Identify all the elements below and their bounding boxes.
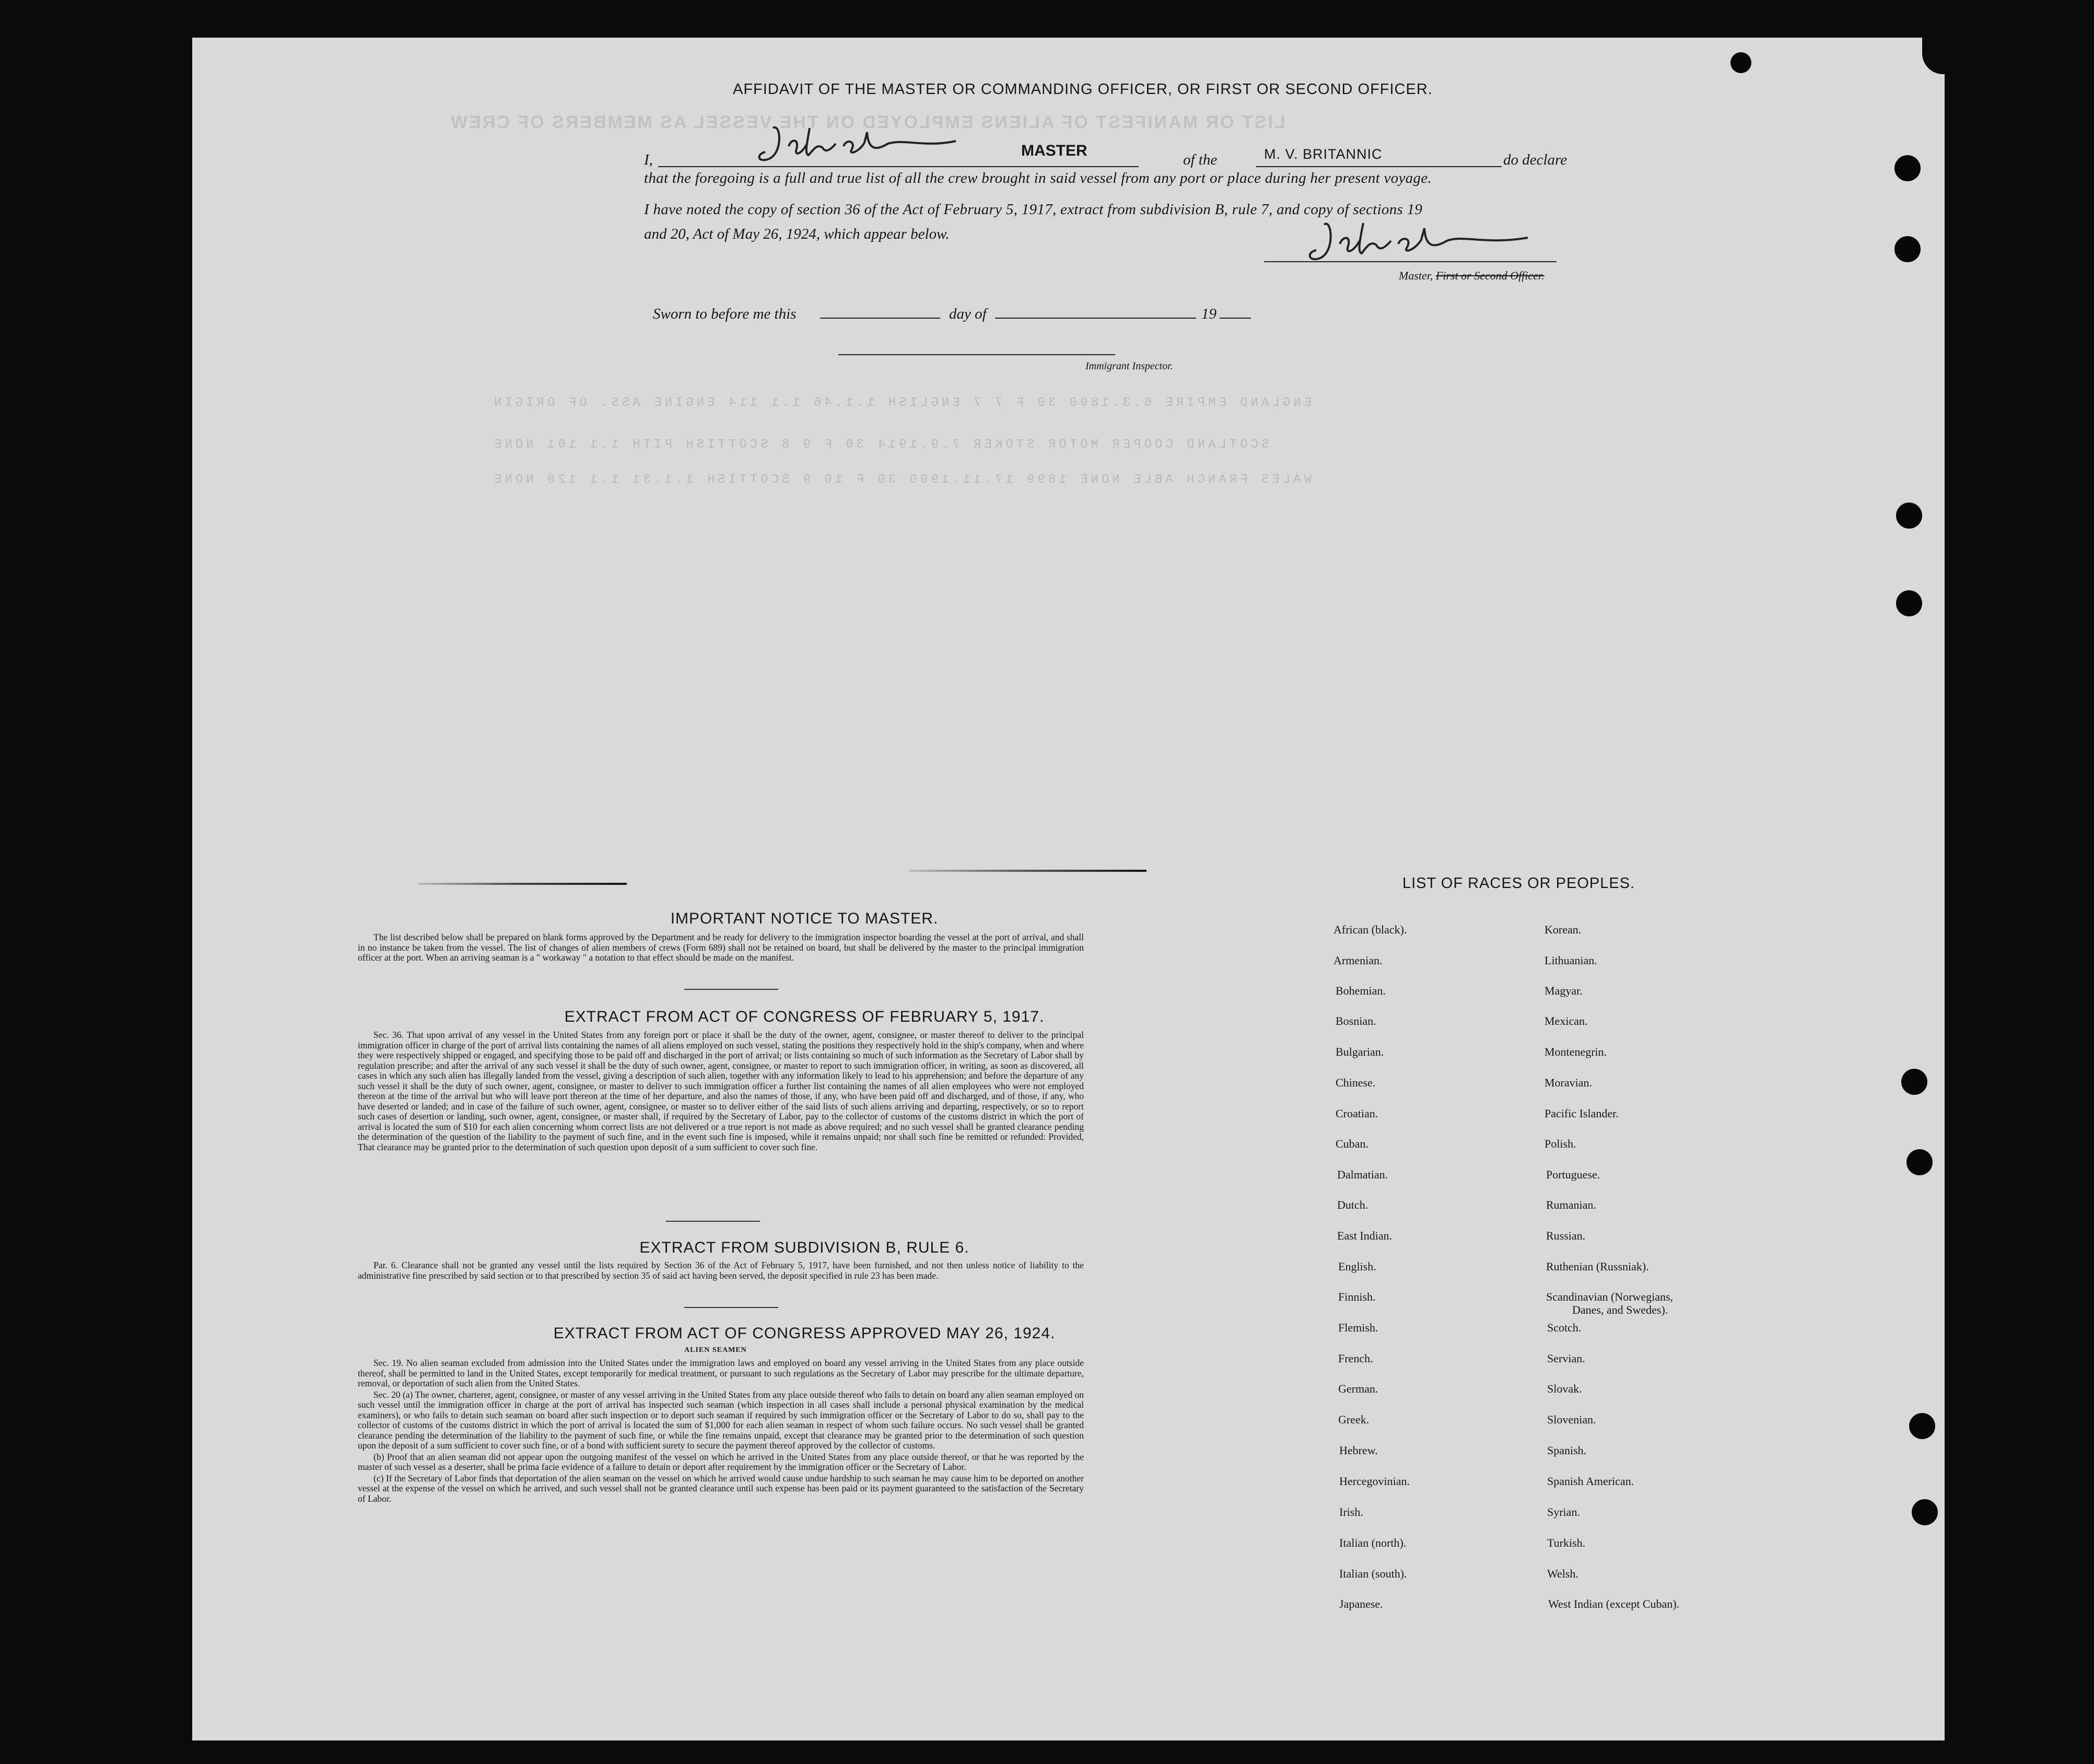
- sworn-month-line: [995, 318, 1196, 319]
- inspector-line: [838, 354, 1115, 355]
- race-item: Servian.: [1547, 1352, 1585, 1365]
- race-item: Chinese.: [1336, 1076, 1376, 1089]
- vessel-name-line: [1256, 166, 1502, 167]
- scratch-mark: [909, 870, 1147, 872]
- race-item: Korean.: [1545, 923, 1582, 936]
- binder-hole: [1894, 236, 1921, 262]
- race-item: Scandinavian (Norwegians,: [1546, 1290, 1674, 1303]
- race-item: English.: [1338, 1260, 1376, 1273]
- binder-hole: [1894, 155, 1921, 181]
- race-item: Bosnian.: [1336, 1014, 1376, 1027]
- race-item: Italian (south).: [1339, 1567, 1407, 1580]
- race-item: Greek.: [1338, 1413, 1370, 1426]
- binder-hole: [1730, 52, 1751, 73]
- signature-line: [1264, 261, 1557, 262]
- extract-1924-title: EXTRACT FROM ACT OF CONGRESS APPROVED MAY 26, 1924.: [553, 1325, 1056, 1342]
- race-item: Cuban.: [1336, 1137, 1368, 1150]
- section-divider: [684, 989, 778, 990]
- race-item: Rumanian.: [1546, 1198, 1596, 1211]
- affidavit-title: AFFIDAVIT OF THE MASTER OR COMMANDING OFFICER, OR FIRST OR SECOND OFFICER.: [733, 81, 1433, 98]
- binder-hole: [1896, 590, 1922, 616]
- master-signature: [752, 118, 972, 167]
- par-6-paragraph: Par. 6. Clearance shall not be granted any vessel until the lists required by Section 36 of the Act of February 5, 1917, have been furnished, and not then unless notice of liability to the administrative fine prescribed by said section or to that prescribed by section 35 of said act having been served, the deposit specified in rule 23 has been made.: [358, 1260, 1084, 1281]
- binder-hole: [1912, 1499, 1938, 1525]
- extract-1924-body: [358, 1358, 1084, 1505]
- race-item: Turkish.: [1547, 1536, 1586, 1549]
- race-item: Russian.: [1546, 1229, 1586, 1242]
- sworn-day-line: [820, 318, 940, 319]
- extract-rule6-body: [358, 1260, 1084, 1282]
- race-item: East Indian.: [1337, 1229, 1393, 1242]
- race-item: Moravian.: [1545, 1076, 1593, 1089]
- race-item: Armenian.: [1333, 954, 1383, 967]
- race-item: Welsh.: [1547, 1567, 1578, 1580]
- race-item: Slovenian.: [1547, 1413, 1596, 1426]
- race-item: Spanish American.: [1547, 1475, 1634, 1488]
- sec-19-paragraph: Sec. 19. No alien seaman excluded from admission into the United States under the immigration laws and employed on board any vessel arriving in the United States from any place outside thereof, shall be permitted to land in the United States, except temporarily for medical treatment, or pursuant to such regulations as the Secretary of Labor may prescribe for the ultimate departure, removal, or deportation of such alien from the United States.: [358, 1358, 1084, 1388]
- race-item: Japanese.: [1339, 1597, 1383, 1610]
- signer-title: [1399, 269, 1545, 283]
- race-item: Mexican.: [1545, 1014, 1588, 1027]
- signer-title-master: Master,: [1399, 269, 1433, 282]
- bleed-through-header: LIST OR MANIFEST OF ALIENS EMPLOYED ON THE VESSEL AS MEMBERS OF CREW: [449, 112, 1285, 132]
- race-item: Finnish.: [1338, 1290, 1376, 1303]
- do-declare-label: do declare: [1503, 151, 1567, 168]
- inspector-label: Immigrant Inspector.: [1085, 360, 1173, 372]
- bleed-through-row: SCOTLAND COOPER MOTOR STOKER 7.9.1914 30 F 9 8 SCOTTISH PITH 1.1 101 NONE: [491, 438, 1269, 452]
- race-item: West Indian (except Cuban).: [1548, 1597, 1680, 1610]
- race-item: Irish.: [1339, 1505, 1363, 1518]
- officer-signature: [1303, 212, 1543, 269]
- race-item: Hercegovinian.: [1339, 1475, 1410, 1488]
- race-item: Italian (north).: [1339, 1536, 1407, 1549]
- race-item: Portuguese.: [1546, 1168, 1600, 1181]
- vessel-name: M. V. BRITANNIC: [1264, 146, 1383, 162]
- race-item: Montenegrin.: [1545, 1045, 1607, 1058]
- race-item: Scotch.: [1547, 1321, 1582, 1334]
- races-title: LIST OF RACES OR PEOPLES.: [1402, 875, 1635, 892]
- race-item: Spanish.: [1547, 1444, 1587, 1457]
- affidavit-line-4: and 20, Act of May 26, 1924, which appear below.: [644, 226, 950, 242]
- affidavit-line-3: I have noted the copy of section 36 of the Act of February 5, 1917, extract from subdivision B, rule 7, and copy of sections 19: [644, 201, 1423, 218]
- race-item: Croatian.: [1336, 1107, 1378, 1120]
- race-item: Hebrew.: [1339, 1444, 1378, 1457]
- alien-seamen-subtitle: ALIEN SEAMEN: [684, 1346, 747, 1354]
- notice-title: IMPORTANT NOTICE TO MASTER.: [670, 910, 939, 927]
- race-item: Magyar.: [1545, 984, 1583, 997]
- extract-1917-body: [358, 1030, 1084, 1153]
- signer-title-struck: First or Second Officer.: [1435, 269, 1545, 282]
- race-item: Bohemian.: [1336, 984, 1386, 997]
- section-divider: [684, 1307, 778, 1308]
- extract-rule6-title: EXTRACT FROM SUBDIVISION B, RULE 6.: [639, 1239, 969, 1256]
- affidavit-line-2: that the foregoing is a full and true list of all the crew brought in said vessel from any port or place during her present voyage.: [644, 170, 1432, 186]
- sec-20a-paragraph: Sec. 20 (a) The owner, charterer, agent, consignee, or master of any vessel arriving in the United States from any place outside thereof who fails to detain on board any alien seaman employed on such vessel until the immigration officer in charge at the port of arrival has inspected such seaman (which inspection in all cases shall include a personal physical examination by the medical examiners), or who fails to detain such seaman on board after such inspection or to deport such seaman if required by such immigration officer or the Secretary of Labor to do so, shall pay to the collector of customs of the customs district in which the port of arrival is located the sum of $1,000 for each alien seaman in respect of whom such failure occurs. No such vessel shall be granted clearance pending the determination of the liability to the payment of such fine, or while the fine remains unpaid, except that clearance may be granted prior to the determination of such question upon the deposit of a sum sufficient to cover such fine, or of a bond with sufficient surety to secure the payment thereof approved by the collector of customs.: [358, 1389, 1084, 1451]
- binder-hole: [1909, 1413, 1935, 1439]
- race-item: Flemish.: [1338, 1321, 1378, 1334]
- sworn-label: Sworn to before me this: [653, 306, 797, 322]
- race-item: Syrian.: [1547, 1505, 1580, 1518]
- section-36-paragraph: Sec. 36. That upon arrival of any vessel in the United States from any foreign port or place it shall be the duty of the owner, agent, consignee, or master thereof to deliver to the principal immigration officer in charge of the port of arrival lists containing the names of all aliens employed on such vessel, stating the positions they respectively hold in the ship's company, when and where they were respectively shipped or engaged, and specifying those to be paid off and discharged in the port of arrival; or lists containing so much of such information as the Secretary of Labor shall by regulation prescribe; and after the arrival of any such vessel it shall be the duty of such owner, agent, consignee, or master to report to such immigration officer, in writing, as soon as discovered, all cases in which any such alien has illegally landed from the vessel, giving a description of such alien, together with any information likely to lead to his apprehension; and before the departure of any such vessel it shall be the duty of such owner, agent, consignee, or master to deliver to such immigration officer a further list containing the names of all alien employees who were not employed thereon at the time of the arrival but who will leave port thereon at the time of her departure, and also the names of those, if any, who have been paid off and discharged, and of those, if any, who have deserted or landed; and in case of the failure of such owner, agent, consignee, or master so to deliver either of the said lists of such aliens arriving and departing, respectively, or so to report such cases of desertion or landing, such owner, agent, consignee, or master shall, if required by the Secretary of Labor, pay to the collector of customs of the customs district in which the port of arrival is located the sum of $10 for each alien concerning whom correct lists are not delivered or a true report is not made as above required; and no such vessel shall be granted clearance pending the determination of the question of the liability to the payment of such fine, and in the event such fine is imposed, while it remains unpaid; nor shall such fine be remitted or refunded: Provided, That clearance may be granted prior to the determination of such question upon deposit of a sum sufficient to cover such fine.: [358, 1030, 1084, 1152]
- sec-20c-paragraph: (c) If the Secretary of Labor finds that deportation of the alien seaman on the vessel on which he arrived would cause undue hardship to such seaman he may cause him to be deported on another vessel at the expense of the vessel on which he arrived, and such vessel shall not be granted clearance until such expense has been paid or its payment guaranteed to the satisfaction of the Secretary of Labor.: [358, 1473, 1084, 1504]
- scratch-mark: [418, 883, 627, 885]
- race-item: African (black).: [1333, 923, 1407, 936]
- of-the-label: of the: [1183, 151, 1218, 168]
- section-divider: [666, 1221, 760, 1222]
- affidavit-i-label: I,: [644, 151, 653, 168]
- race-item: Dalmatian.: [1337, 1168, 1388, 1181]
- race-item: German.: [1338, 1382, 1378, 1395]
- bleed-through-row: ENGLAND EMPIRE 6.3.1890 30 F 7 7 ENGLISH 1.1.46 1.1 114 ENGINE ASS. OF ORIGIN: [491, 396, 1312, 410]
- race-item: French.: [1338, 1352, 1373, 1365]
- race-item-continuation: Danes, and Swedes).: [1572, 1303, 1668, 1316]
- sworn-year-line: [1220, 318, 1251, 319]
- binder-hole: [1906, 1149, 1933, 1175]
- extract-1917-title: EXTRACT FROM ACT OF CONGRESS OF FEBRUARY 5, 1917.: [564, 1008, 1045, 1025]
- bleed-through-row: WALES FRANCH ABLE NONE 1899 17.11.1900 30 F 10 9 SCOTTISH 1.1.31 1.1 120 NONE: [491, 473, 1312, 487]
- notice-body: [358, 932, 1084, 964]
- race-item: Ruthenian (Russniak).: [1546, 1260, 1649, 1273]
- year-prefix: 19: [1201, 306, 1216, 322]
- race-item: Pacific Islander.: [1545, 1107, 1619, 1120]
- race-item: Polish.: [1545, 1137, 1576, 1150]
- rank-stamp: MASTER: [1021, 142, 1087, 159]
- race-item: Lithuanian.: [1545, 954, 1597, 967]
- sec-20b-paragraph: (b) Proof that an alien seaman did not appear upon the outgoing manifest of the vessel on which he arrived in the United States from any place outside thereof, or that he was reported by the master of such vessel as a deserter, shall be prima facie evidence of a failure to detain or deport after requirement by the immigration officer or the Secretary of Labor.: [358, 1451, 1084, 1472]
- notice-paragraph: The list described below shall be prepared on blank forms approved by the Department and be ready for delivery to the immigration inspector boarding the vessel at the port of arrival, and shall in no instance be taken from the vessel. The list of changes of alien members of crews (Form 689) shall not be retained on board, but shall be delivered by the master to the principal immigration officer at the port. When an arriving seaman is a " workaway " a notation to that effect should be made on the manifest.: [358, 932, 1084, 963]
- race-item: Dutch.: [1337, 1198, 1368, 1211]
- binder-hole: [1901, 1069, 1927, 1095]
- day-of-label: day of: [949, 306, 987, 322]
- race-item: Slovak.: [1547, 1382, 1582, 1395]
- race-item: Bulgarian.: [1336, 1045, 1384, 1058]
